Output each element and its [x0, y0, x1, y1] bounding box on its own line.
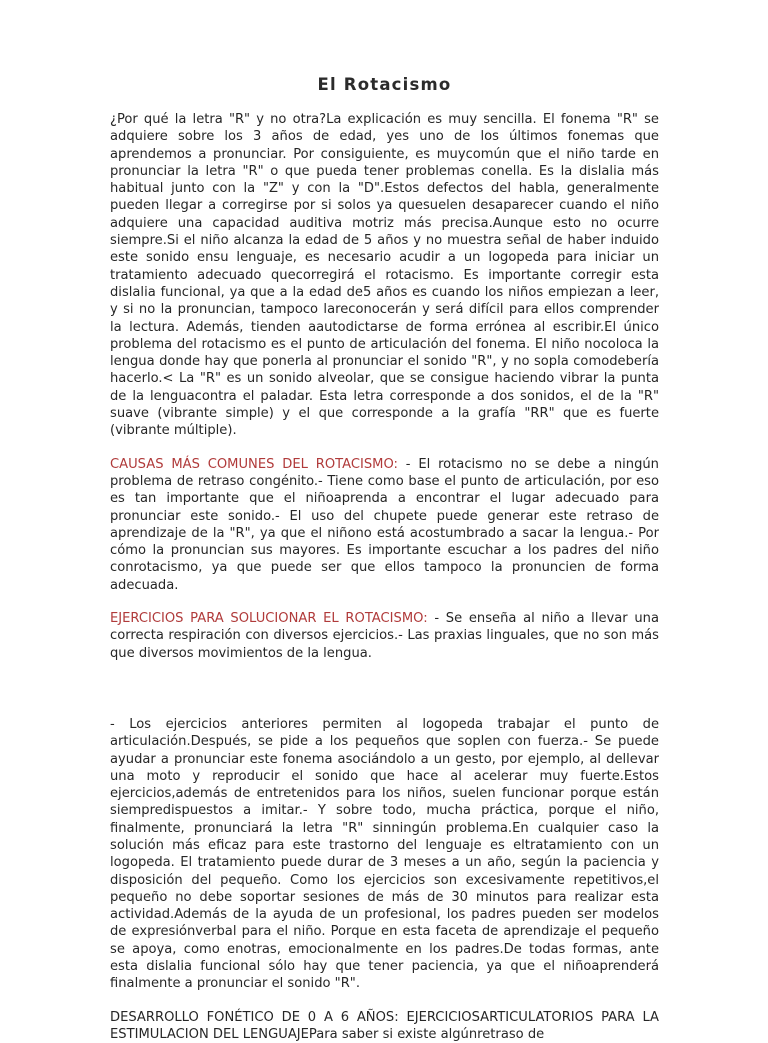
intro-text: ¿Por qué la letra "R" y no otra?La explicación es muy sencilla. El fonema "R" se adquiere sobre los 3 años de edad, yes uno de los últimos fonemas que aprendemos a pronunciar. Por consiguiente, es muycomún que el niño tarde en pronunciar la letra "R" o que pueda tener problemas conella. Es la dislalia más habitual junto con la "Z" y con la "D".Estos defectos del habla, generalmente pueden llegar a corregirse por si solos ya quesuelen desaparecer cuando el niño adquiere una capacidad auditiva motriz más precisa.Aunque esto no ocurre siempre.Si el niño alcanza la edad de 5 años y no muestra señal de haber induido este sonido ensu lenguaje, es necesario acudir a un logopeda para iniciar un tratamiento adecuado quecorregirá el rotacismo. Es importante corregir esta dislalia funcional, ya que a la edad de5 años es cuando los niños empiezan a leer, y si no la pronuncian, tampoco lareconocerán y será difícil para ellos comprender la lectura. Además, tienden aautodictarse de forma errónea al escribir.El único problema del rotacismo es el punto de articulación del fonema. El niño nocoloca la lengua donde hay que ponerla al pronunciar el sonido "R", y no sopla comodebería hacerlo.< La "R" es un sonido alveolar, que se consigue haciendo vibrar la punta de la lenguacontra el paladar. Esta letra corresponde a dos sonidos, el de la "R" suave (vibrante simple) y el que corresponde a la grafía "RR" que es fuerte (vibrante múltiple). [110, 112, 659, 439]
causes-heading: CAUSAS MÁS COMUNES DEL ROTACISMO: [110, 456, 398, 472]
development-text: DESARROLLO FONÉTICO DE 0 A 6 AÑOS: EJERCICIOSARTICULATORIOS PARA LA ESTIMULACION DEL LENGUAJEPara saber si existe algúnretraso de [110, 1009, 659, 1042]
document-page [110, 0, 659, 1042]
treatment-paragraph [110, 716, 659, 993]
exercises-heading: EJERCICIOS PARA SOLUCIONAR EL ROTACISMO: [110, 611, 428, 627]
causes-text: - El rotacismo no se debe a ningún problema de retraso congénito.- Tiene como base el punto de articulación, por eso es tan importante que el niñoaprenda a encontrar el lugar adecuado para pronunciar este sonido.- El uso del chupete puede generar este retraso de aprendizaje de la "R", ya que el niñono está acostumbrado a sacar la lengua.- Por cómo la pronuncian sus mayores. Es importante escuchar a los padres del niño conrotacismo, ya que puede ser que ellos tampoco la pronuncien de forma adecuada. [110, 456, 659, 593]
exercises-paragraph [110, 610, 659, 662]
page-title: El Rotacismo [317, 75, 452, 94]
exercises-text: - Se enseña al niño a llevar una correcta respiración con diversos ejercicios.- Las praxias linguales, que no son más que diversos movimientos de la lengua. [110, 611, 659, 661]
treatment-text: - Los ejercicios anteriores permiten al logopeda trabajar el punto de articulación.Después, se pide a los pequeños que soplen con fuerza.- Se puede ayudar a pronunciar este fonema asociándolo a un gesto, por ejemplo, al dellevar una moto y reproducir el sonido que hace al acelerar muy fuerte.Estos ejercicios,además de entretenidos para los niños, suelen funcionar porque están siempredispuestos a imitar.- Y sobre todo, mucha práctica, porque el niño, finalmente, pronunciará la letra "R" sinningún problema.En cualquier caso la solución más eficaz para este trastorno del lenguaje es eltratamiento con un logopeda. El tratamiento puede durar de 3 meses a un año, según la paciencia y disposición del pequeño. Como los ejercicios son excesivamente repetitivos,el pequeño no debe soportar sesiones de más de 30 minutos para realizar esta actividad.Además de la ayuda de un profesional, los padres pueden ser modelos de expresiónverbal para el niño. Porque en esta faceta de aprendizaje el pequeño se apoya, como enotras, emocionalmente en los padres.De todas formas, ante esta dislalia funcional sólo hay que tener paciencia, ya que el niñoaprenderá finalmente a pronunciar el sonido "R". [110, 716, 659, 992]
causes-paragraph [110, 456, 659, 594]
intro-paragraph [110, 111, 659, 440]
development-paragraph [110, 1009, 659, 1043]
